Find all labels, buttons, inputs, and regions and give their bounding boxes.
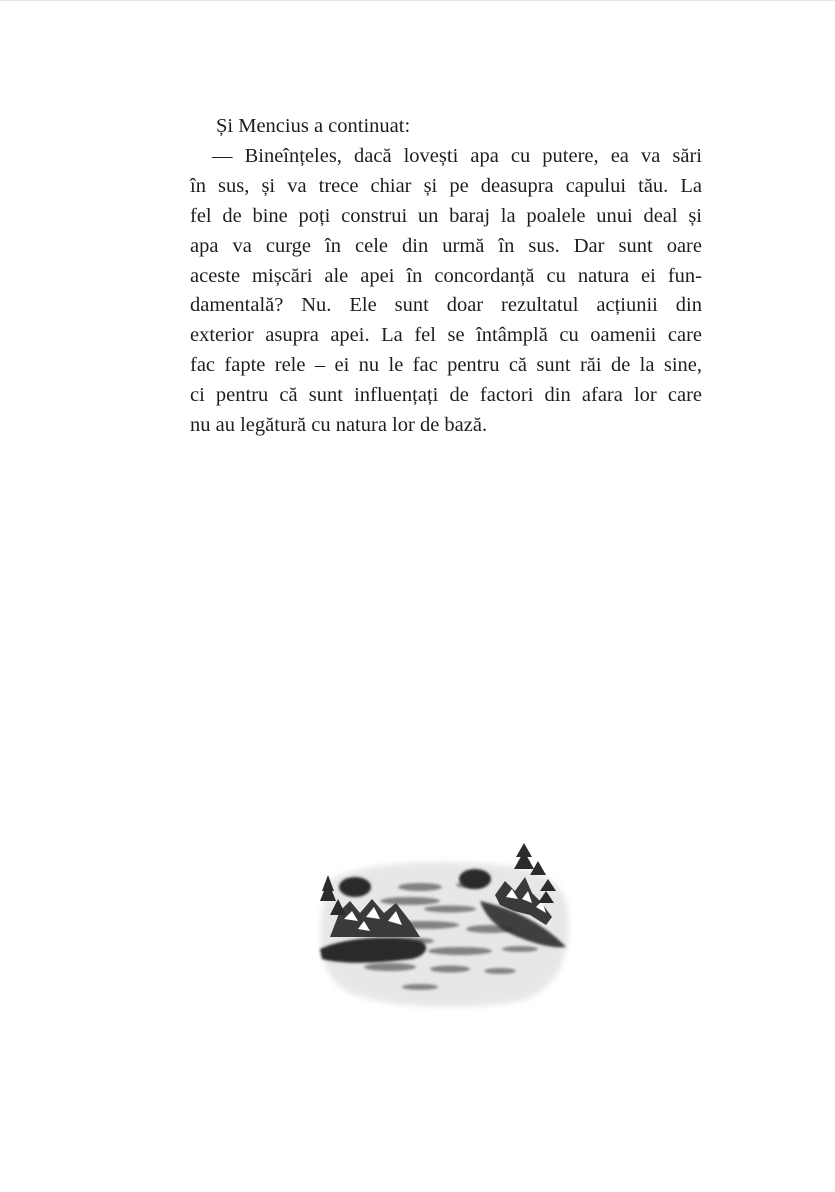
ink-landscape-icon bbox=[300, 841, 580, 1021]
body-text bbox=[190, 112, 702, 441]
text-line: ci pentru că sunt influențați de factori din afara lor care bbox=[190, 384, 702, 407]
text-line: — Bineînțeles, dacă lovești apa cu putere, ea va sări bbox=[212, 144, 702, 167]
text-line: nu au legătură cu natura lor de bază. bbox=[190, 414, 488, 437]
text-line: aceste mișcări ale apei în concordanță cu natura ei fun- bbox=[190, 264, 702, 287]
text-line: în sus, și va trece chiar și pe deasupra capului tău. La bbox=[190, 174, 702, 197]
text-line: exterior asupra apei. La fel se întâmplă cu oamenii care bbox=[190, 324, 702, 347]
text-line: damentală? Nu. Ele sunt doar rezultatul acțiunii din bbox=[190, 294, 702, 317]
intro-line: Și Mencius a continuat: bbox=[216, 115, 411, 137]
text-line: apa va curge în cele din urmă în sus. Dar sunt oare bbox=[190, 234, 702, 257]
text-line: fel de bine poți construi un baraj la poalele unui deal și bbox=[190, 204, 702, 227]
text-line: fac fapte rele – ei nu le fac pentru că sunt răi de la sine, bbox=[190, 354, 702, 377]
